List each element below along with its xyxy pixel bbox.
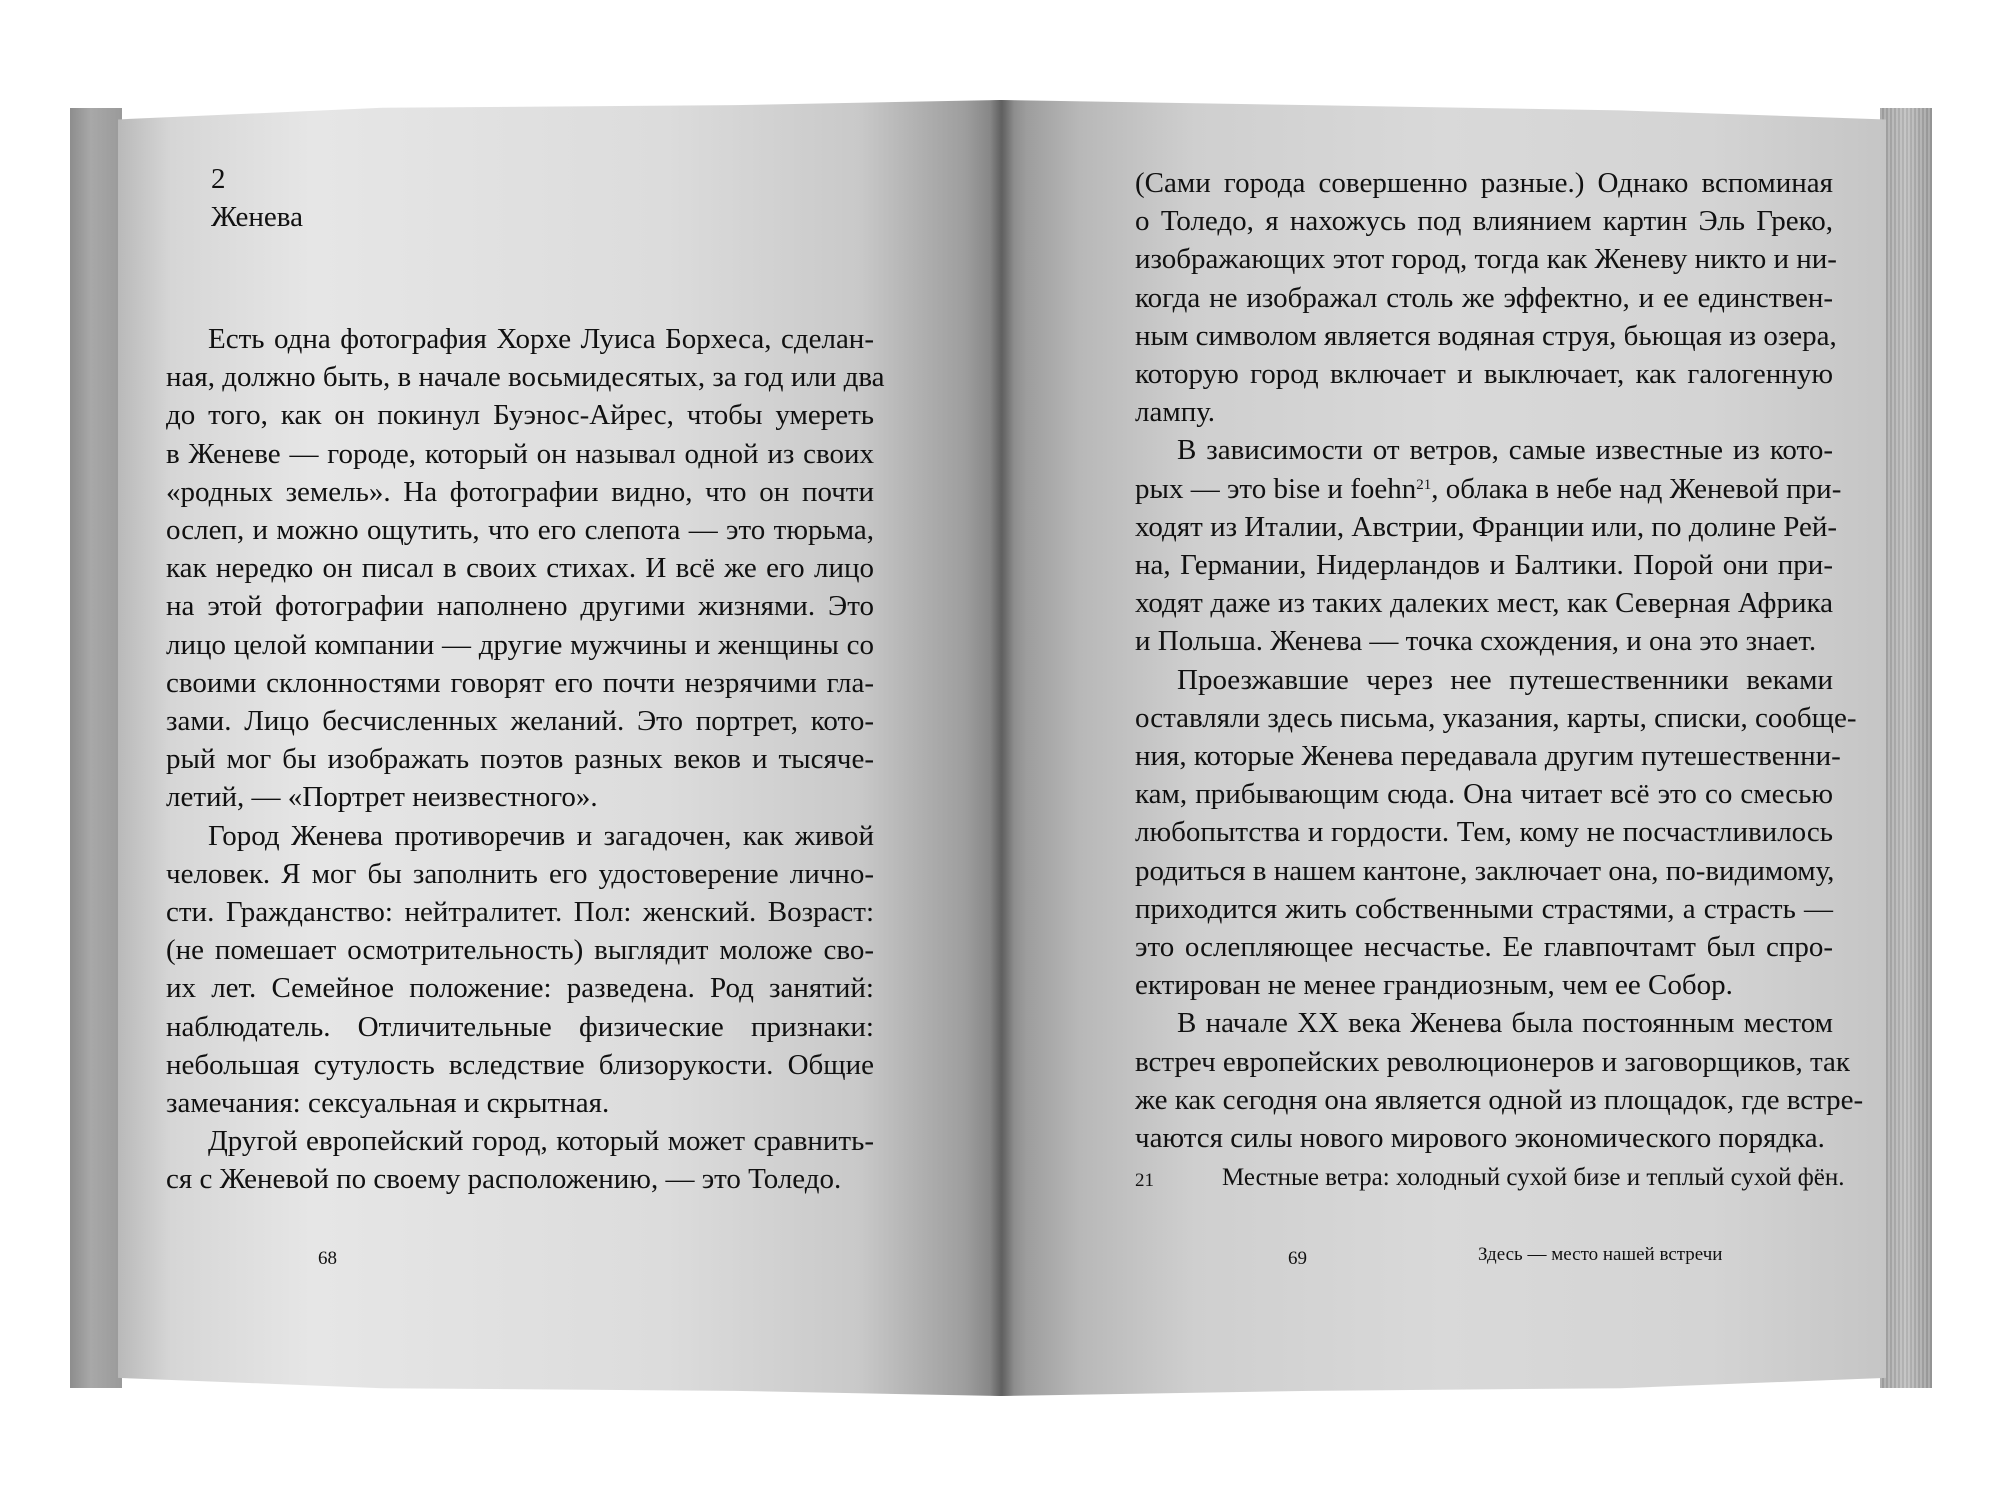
right-paragraph — [1135, 1004, 1864, 1157]
left-paragraph — [166, 817, 874, 1123]
footnote-text: Местные ветра: холодный сухой бизе и теплый сухой фён. — [1222, 1164, 1845, 1191]
right-text-line: на, Германии, Нидерландов и Балтики. Порой они при- — [1135, 549, 1833, 582]
left-paragraph — [166, 1122, 874, 1198]
right-paragraph — [1135, 661, 1857, 1005]
right-paragraph — [1135, 431, 1842, 660]
left-text-line: Есть одна фотография Хорхе Луиса Борхеса, сделан- — [208, 323, 874, 355]
right-text-line: которую город включает и выключает, как галогенную — [1135, 358, 1833, 391]
right-text-line: изображающих этот город, тогда как Женеву никто и ни- — [1135, 243, 1837, 276]
right-text-line: и Польша. Женева — точка схождения, и она это знает. — [1135, 625, 1817, 658]
page-number-right: 69 — [1288, 1248, 1307, 1269]
left-text-line: своими склонностями говорят его почти незрячими гла- — [166, 666, 874, 699]
right-text-line: ектирован не менее грандиозным, чем ее Собор. — [1135, 969, 1733, 1002]
right-text-line: оставляли здесь письма, указания, карты, списки, сообще- — [1135, 701, 1857, 734]
right-text-line: же как сегодня она является одной из площадок, где встре- — [1135, 1083, 1864, 1116]
left-page-body — [166, 320, 885, 1199]
right-page-body — [1135, 164, 1864, 1157]
chapter-title: Женева — [211, 201, 303, 233]
left-text-line: «родных земель». На фотографии видно, что он почти — [166, 475, 874, 508]
left-text-line: их лет. Семейное положение: разведена. Род занятий: — [166, 972, 874, 1005]
running-head: Здесь — место нашей встречи — [1478, 1244, 1723, 1265]
footnote-reference: 21 — [1416, 476, 1432, 493]
right-text-line: когда не изображал столь же эффектно, и ее единствен- — [1135, 281, 1833, 314]
right-text-line: лампу. — [1135, 396, 1216, 429]
footnote-mark: 21 — [1135, 1170, 1154, 1191]
right-text-line: ходят из Италии, Австрии, Франции или, по долине Рей- — [1135, 510, 1838, 543]
right-text-line: чаются силы нового мирового экономического порядка. — [1135, 1122, 1825, 1155]
left-text-line: летий, — «Портрет неизвестного». — [166, 781, 598, 814]
page-number-left: 68 — [318, 1248, 337, 1269]
left-text-line: небольшая сутулость вследствие близорукости. Общие — [166, 1048, 874, 1081]
left-text-line: ная, должно быть, в начале восьмидесятых, за год или два — [166, 361, 885, 394]
right-text-line: ния, которые Женева передавала другим путешественни- — [1135, 740, 1841, 773]
left-text-line: как нередко он писал в своих стихах. И всё же его лицо — [166, 552, 874, 585]
right-text-line: В зависимости от ветров, самые известные из кото- — [1177, 434, 1833, 467]
left-text-line: до того, как он покинул Буэнос-Айрес, чтобы умереть — [166, 399, 874, 432]
right-text-line: встреч европейских революционеров и заговорщиков, так — [1135, 1045, 1851, 1078]
right-page-edges — [1880, 108, 1932, 1388]
left-text-line: лицо целой компании — другие мужчины и женщины со — [166, 628, 874, 661]
right-text-line: родиться в нашем кантоне, заключает она, по-видимому, — [1135, 854, 1835, 887]
left-text-line: наблюдатель. Отличительные физические признаки: — [166, 1010, 874, 1043]
book-gutter — [990, 100, 1014, 1396]
left-paragraph — [166, 320, 885, 817]
right-text-line: ходят даже из таких далеких мест, как Северная Африка — [1135, 587, 1833, 620]
left-text-line: ослеп, и можно ощутить, что его слепота — это тюрьма, — [166, 514, 874, 547]
right-text-line: Проезжавшие через нее путешественники веками — [1177, 663, 1833, 696]
right-paragraph — [1135, 164, 1837, 431]
right-text-line: В начале XX века Женева была постоянным местом — [1177, 1007, 1833, 1040]
left-text-line: сти. Гражданство: нейтралитет. Пол: женский. Возраст: — [166, 896, 874, 929]
left-text-line: зами. Лицо бесчисленных желаний. Это портрет, кото- — [166, 705, 874, 738]
right-text-line: приходится жить собственными страстями, а страсть — — [1135, 892, 1833, 925]
left-page-edges — [70, 108, 122, 1388]
right-text-line: кам, прибывающим сюда. Она читает всё это со смесью — [1135, 778, 1833, 811]
right-text-line: рых — это bise и foehn$^{21}$, облака в небе над Женевой при- — [1135, 472, 1842, 505]
left-text-line: Другой европейский город, который может сравнить- — [208, 1125, 874, 1158]
right-text-line: (Сами города совершенно разные.) Однако вспоминая — [1135, 167, 1833, 199]
left-text-line: человек. Я мог бы заполнить его удостоверение лично- — [166, 857, 874, 890]
left-text-line: замечания: сексуальная и скрытная. — [166, 1087, 610, 1120]
right-text-line: любопытства и гордости. Тем, кому не посчастливилось — [1135, 816, 1833, 849]
left-text-line: рый мог бы изображать поэтов разных веков и тысяче- — [166, 743, 874, 776]
left-text-line: ся с Женевой по своему расположению, — это Толедо. — [166, 1163, 842, 1196]
left-text-line: на этой фотографии наполнено другими жизнями. Это — [166, 590, 874, 623]
right-text-line: ным символом является водяная струя, бьющая из озера, — [1135, 319, 1837, 352]
left-text-line: (не помешает осмотрительность) выглядит моложе сво- — [166, 934, 874, 967]
left-text-line: Город Женева противоречив и загадочен, как живой — [208, 819, 874, 852]
right-text-line: это ослепляющее несчастье. Ее главпочтамт был спро- — [1135, 931, 1833, 964]
chapter-number: 2 — [211, 163, 226, 195]
right-text-line: о Толедо, я нахожусь под влиянием картин Эль Греко, — [1135, 205, 1833, 238]
left-text-line: в Женеве — городе, который он называл одной из своих — [166, 437, 874, 470]
